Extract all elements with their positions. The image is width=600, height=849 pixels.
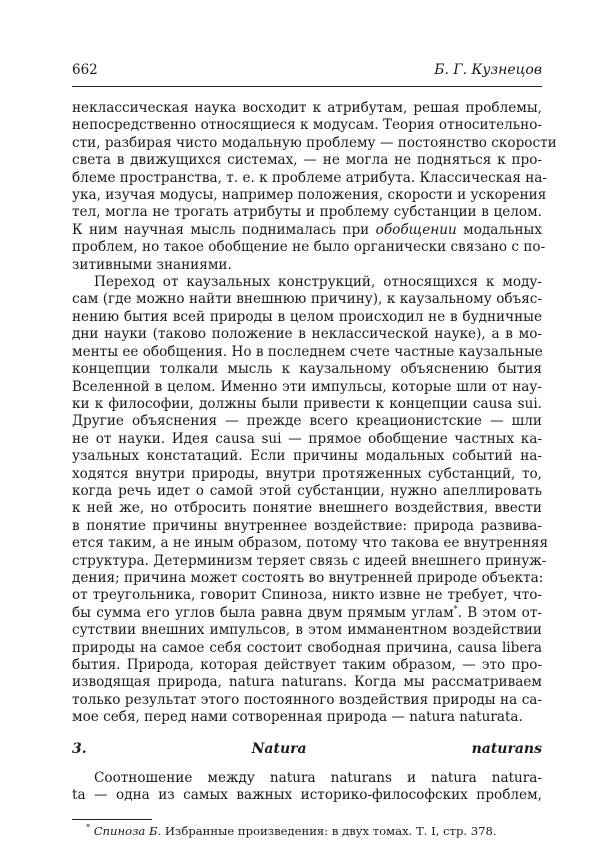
text-line: Вселенной в целом. Именно эти импульсы, которые шли от нау- (72, 378, 542, 395)
footnote-author: Спиноза Б. (93, 823, 162, 838)
text-line: ука, изучая модусы, например положения, скорости и ускорения (72, 187, 547, 204)
text-line: проблем, но такое обобщение не было органически связано с по- (72, 239, 546, 256)
text-line: ется таким, а не иным образом, потому что такова ее внутренняя (72, 535, 549, 552)
header-rule (72, 86, 542, 87)
text-line: ки к философии, должны были привести к концепции causa sui. (72, 395, 542, 412)
footnote-text: Избранные произведения: в двух томах. Т. I, стр. 378. (161, 823, 497, 838)
page-number: 662 (72, 62, 98, 78)
text-line: бы сумма его углов была равна двум прямым углам*. В этом от- (72, 604, 542, 621)
footnote (72, 824, 542, 838)
paragraph-2 (72, 274, 549, 727)
text-line: от треугольника, говорит Спиноза, никто извне не требует, что- (72, 587, 542, 604)
text-line: ходятся внутри природы, внутри протяженных субстанций, то, (72, 465, 542, 482)
book-page (72, 62, 557, 838)
footnote-marker: * (86, 822, 90, 832)
text-line: бытия. Природа, которая действует таким образом, — это про- (72, 657, 542, 673)
text-line: менты ее обобщения. Но в последнем счете частные каузальные (72, 343, 543, 360)
text-line: узальных констатаций. Если причины модальных событий на- (72, 448, 542, 465)
text-line: только результат этого постоянного воздействия природы на са- (72, 691, 542, 708)
text-line: ta — одна из самых важных историко-философских проблем, (72, 787, 542, 804)
paragraph-1 (72, 100, 557, 274)
text-line: света в движущихся системах, — не могла не подняться к про- (72, 152, 542, 169)
text-line: дни науки (таково положение в неклассической науке), а в мо- (72, 326, 542, 343)
text-line: не от науки. Идея causa sui — прямое обобщение частных ка- (72, 430, 542, 447)
text-line: дения; причина может состоять во внутренней природе объекта: (72, 569, 544, 586)
text-line: к ней же, но отбросить понятие внешнего воздействия, ввести (72, 500, 542, 517)
paragraph-3 (72, 770, 542, 805)
text-line: тел, могла не трогать атрибуты и проблему субстанции в целом. (72, 204, 542, 221)
text-line: когда речь идет о самой этой субстанции, нужно апеллировать (72, 482, 542, 499)
text-line: сам (где можно найти внешнюю причину), к каузальному объяс- (72, 291, 542, 308)
text-line: Соотношение между natura naturans и natura natura- (94, 770, 542, 787)
text-line: Другие объяснения — прежде всего креационистские — шли (72, 413, 542, 430)
text-line: в понятие причины внутреннее воздействие: природа развива- (72, 517, 542, 534)
text-line: природы на самое себя состоит свободная причина, causa libera (72, 639, 542, 656)
text-line: мое себя, перед нами сотворенная природа — natura naturata. (72, 709, 523, 726)
text-line: Переход от каузальных конструкций, относящихся к моду- (94, 274, 542, 291)
text-line: сти, разбирая чисто модальную проблему — постоянство скорости (72, 134, 557, 151)
text-line: структура. Детерминизм теряет связь с идеей внешнего принуж- (72, 552, 547, 569)
text-line: изводящая природа, natura naturans. Когда мы рассматриваем (72, 674, 542, 691)
text-line: нению бытия всей природы в целом происходил не в будничные (72, 308, 542, 325)
text-line: концепции толкали мысль к каузальному объяснению бытия (72, 361, 542, 378)
running-header-author: Б. Г. Кузнецов (434, 62, 542, 78)
text-line: блеме пространства, т. е. к проблеме атрибута. Классическая на- (72, 169, 547, 186)
text-line: К ним научная мысль поднималась при обобщении модальных (72, 221, 542, 238)
footnote-marker: * (453, 604, 458, 614)
running-header (72, 62, 542, 84)
text-line: непосредственно относящиеся к модусам. Теория относительно- (72, 117, 542, 134)
main-text (72, 100, 557, 805)
text-line: сутствии внешних импульсов, в этом имманентном воздействии (72, 622, 542, 639)
text-line: зитивными знаниями. (72, 256, 232, 273)
footnote-rule (72, 819, 152, 820)
text-line: неклассическая наука восходит к атрибутам, решая проблемы, (72, 100, 542, 116)
section-heading: 3. Natura naturans (72, 740, 542, 757)
